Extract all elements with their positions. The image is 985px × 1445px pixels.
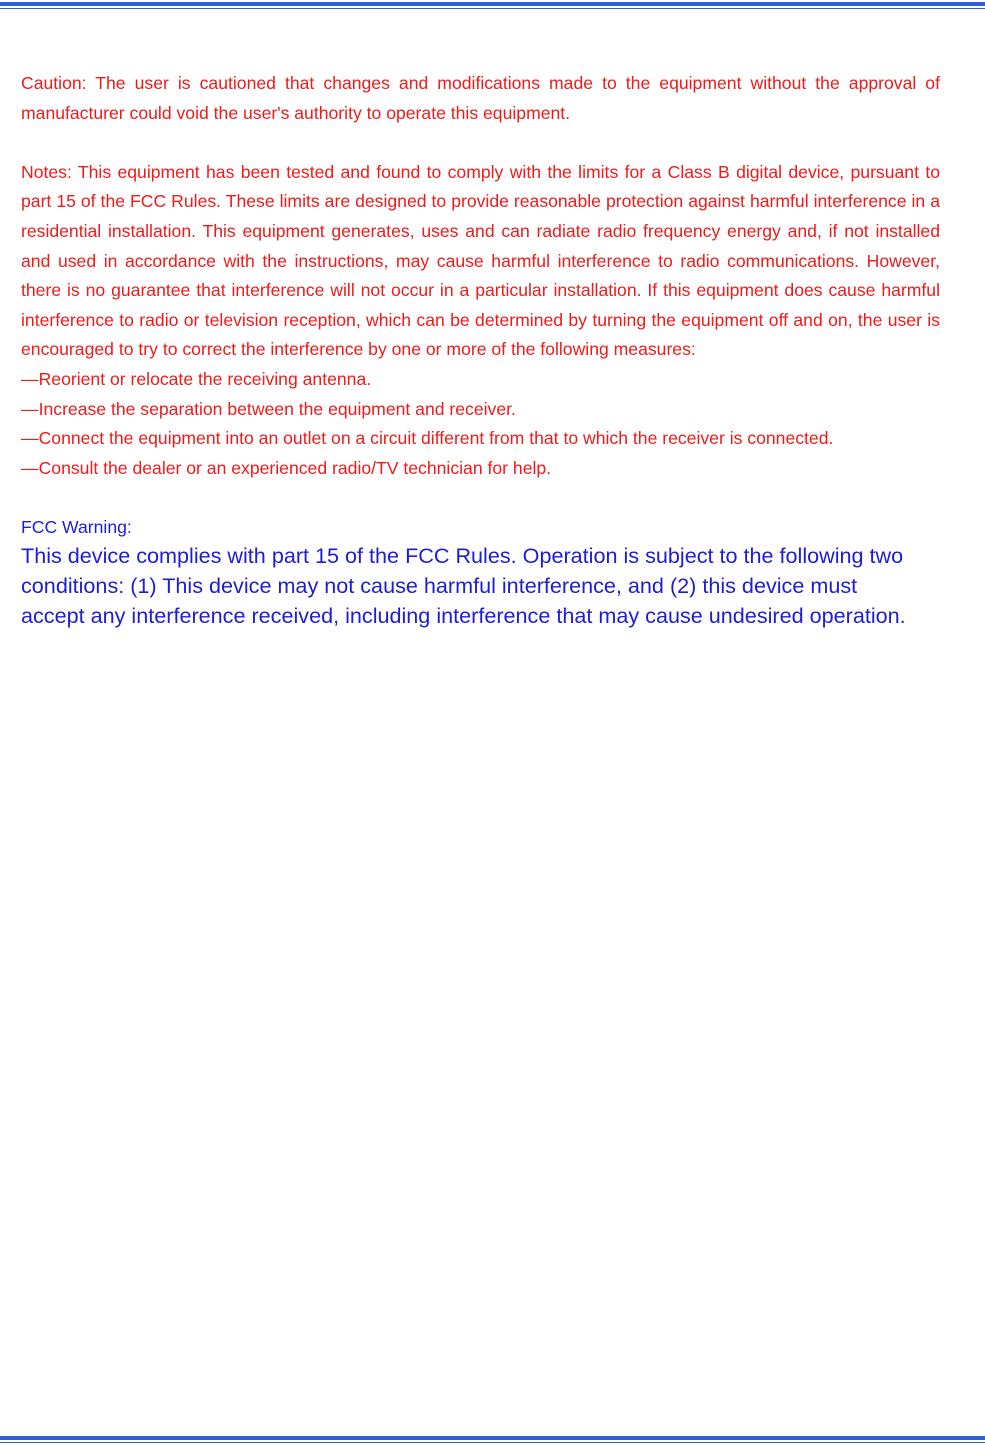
fcc-warning-text: This device complies with part 15 of the FCC Rules. Operation is subject to the following two conditions: (1) This device may not cause harmful interference, and (2) this device must accept any interference received, including interference that may cause undesired operation. — [21, 542, 906, 628]
fcc-warning-label: FCC Warning: — [21, 516, 132, 537]
list-item: —Connect the equipment into an outlet on a circuit different from that to which the receiver is connected. — [21, 428, 834, 449]
document-body — [21, 69, 940, 631]
top-rule — [0, 2, 985, 9]
caution-paragraph: Caution: The user is cautioned that changes and modifications made to the equipment without the approval of manufacturer could void the user's authority to operate this equipment. — [21, 73, 940, 123]
list-item: —Reorient or relocate the receiving antenna. — [21, 368, 372, 389]
notes-paragraph: Notes: This equipment has been tested and found to comply with the limits for a Class B digital device, pursuant to part 15 of the FCC Rules. These limits are designed to provide reasonable protection against harmful interference in a residential installation. This equipment generates, uses and can radiate radio frequency energy and, if not installed and used in accordance with the instructions, may cause harmful interference to radio communications. However, there is no guarantee that interference will not occur in a particular installation. If this equipment does cause harmful interference to radio or television reception, which can be determined by turning the equipment off and on, the user is encouraged to try to correct the interference by one or more of the following measures: — [21, 161, 940, 360]
list-item: —Consult the dealer or an experienced radio/TV technician for help. — [21, 457, 552, 478]
bottom-rule — [0, 1436, 985, 1443]
measures-list — [21, 365, 940, 483]
list-item: —Increase the separation between the equipment and receiver. — [21, 398, 516, 419]
